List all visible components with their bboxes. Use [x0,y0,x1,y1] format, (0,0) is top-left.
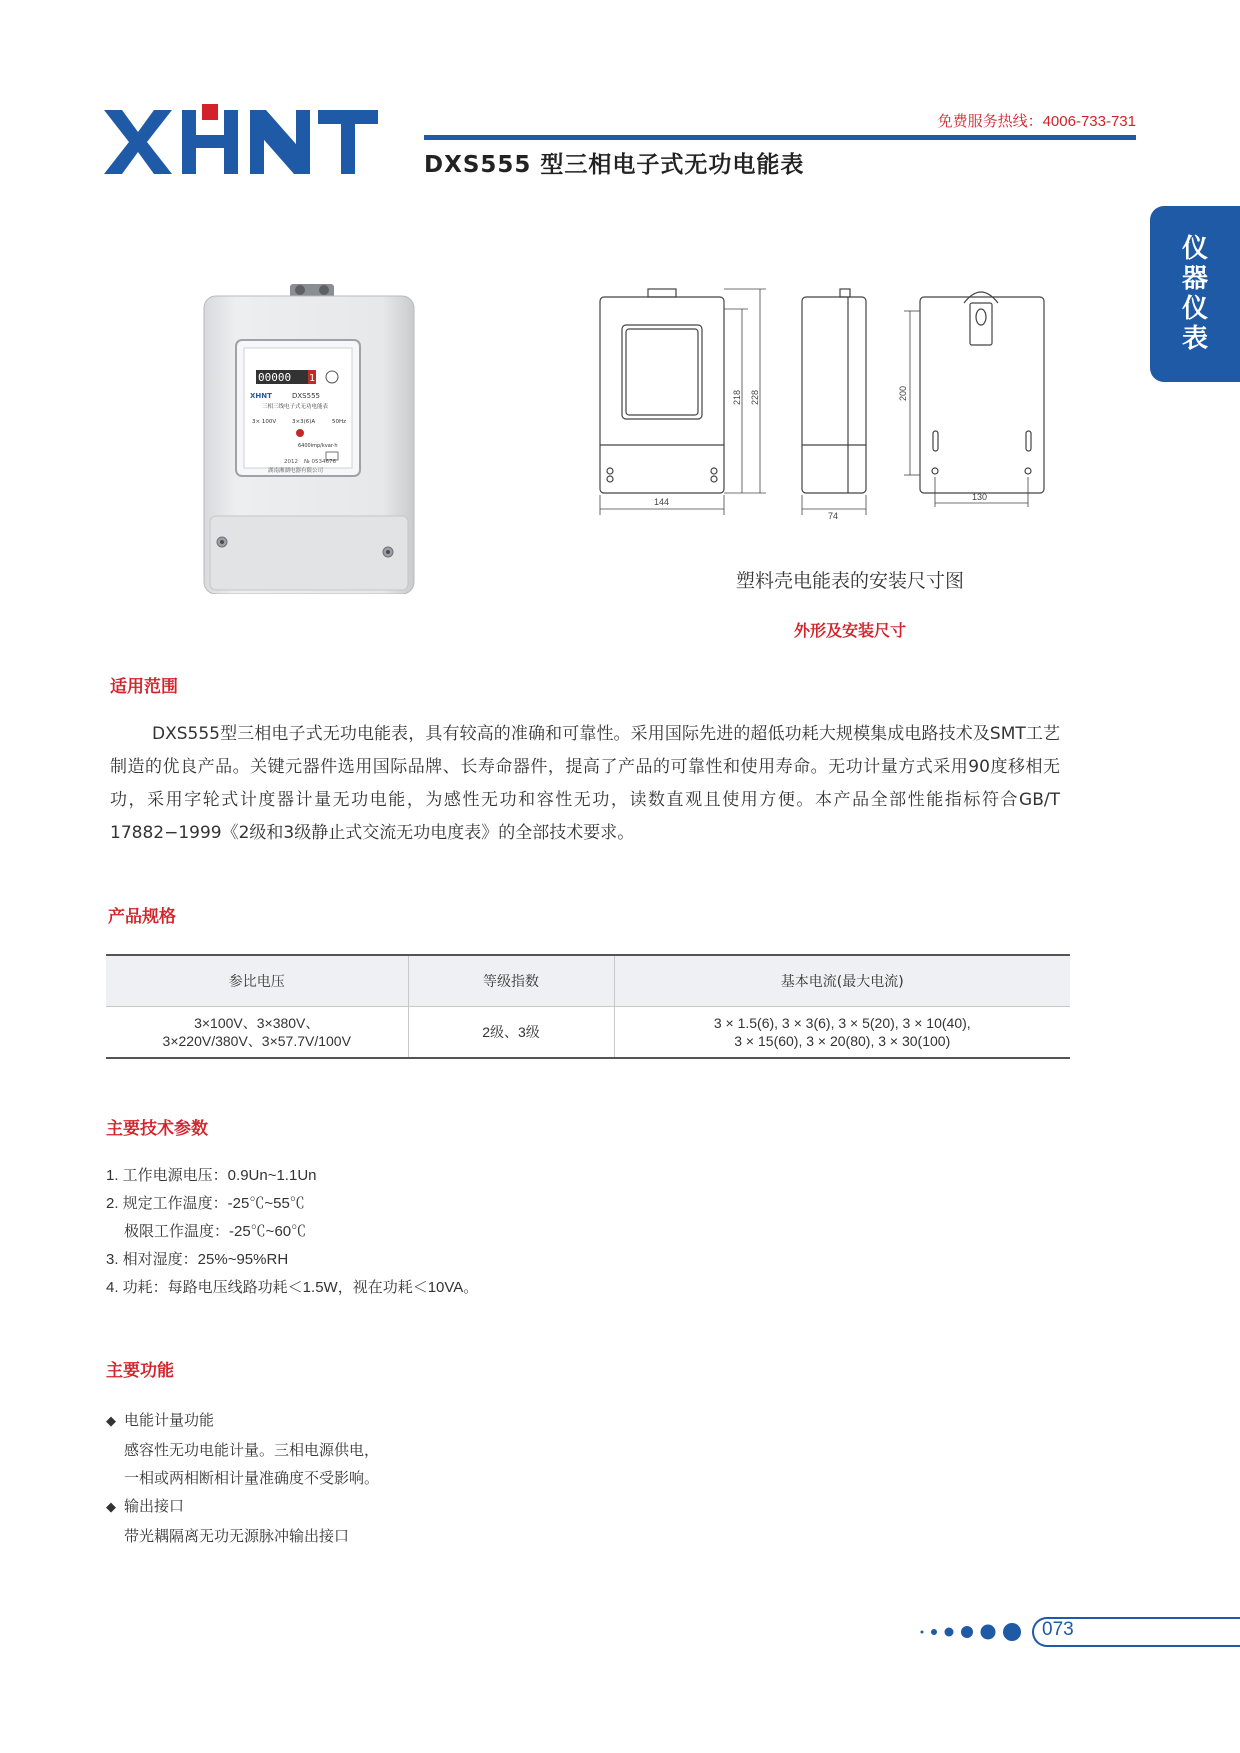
column-header: 基本电流(最大电流) [614,955,1070,1007]
dim-label-144: 144 [654,497,670,507]
photo-maker: 湖南湘湖电器有限公司 [268,468,324,474]
header-rule [424,135,1136,140]
table-row [106,1007,1070,1059]
functions-list [106,1406,379,1550]
diamond-bullet-icon: ◆ [106,1414,116,1429]
dim-label-228: 228 [750,389,760,405]
params-section-title: 主要技术参数 [106,1119,208,1139]
photo-model: DXS555 [292,392,320,400]
photo-current: 3×3(6)A [292,419,316,425]
grade-cell: 2级、3级 [408,1007,614,1059]
side-tab-char: 仪 [1181,234,1208,264]
function-detail: 带光耦隔离无功无源脉冲输出接口 [124,1527,350,1545]
voltage-line: 3×220V/380V、3×57.7V/100V [162,1033,351,1049]
dim-label-200: 200 [898,385,908,401]
functions-section-title: 主要功能 [106,1361,174,1381]
list-item: 3. 相对湿度：25%~95%RH [106,1251,289,1268]
current-line: 3 × 1.5(6), 3 × 3(6), 3 × 5(20), 3 × 10(40), [713,1015,971,1031]
dim-label-74: 74 [828,511,839,521]
brand-logo [104,104,384,176]
photo-frequency: 50Hz [332,419,347,425]
function-detail: 一相或两相断相计量准确度不受影响。 [124,1469,380,1487]
column-header: 等级指数 [408,955,614,1007]
table-header-row [106,955,1070,1007]
side-tab-char: 仪 [1181,294,1208,324]
photo-year: 2012 [284,459,298,465]
current-cell [614,1007,1070,1059]
voltage-line: 3×100V、3×380V、 [194,1015,320,1031]
voltage-cell [106,1007,408,1059]
category-side-tab [1150,206,1240,382]
photo-counter-last-digit: 1 [309,373,316,384]
photo-description: 三相三线电子式无功电能表 [262,404,329,410]
diamond-bullet-icon: ◆ [106,1500,116,1515]
photo-constant: 6400imp/kvar·h [298,443,338,449]
current-line: 3 × 15(60), 3 × 20(80), 3 × 30(100) [734,1033,951,1049]
params-list [106,1162,478,1302]
photo-voltage: 3× 100V [252,419,277,425]
list-item: 2. 规定工作温度：-25℃~55℃ [106,1195,305,1212]
dim-label-130: 130 [972,492,988,502]
list-item [106,1492,379,1522]
side-tab-char: 器 [1181,264,1208,294]
scope-paragraph: DXS555型三相电子式无功电能表，具有较高的准确和可靠性。采用国际先进的超低功耗大规模集成电路技术及SMT工艺制造的优良产品。关键元器件选用国际品牌、长寿命器件，提高了产品的可靠性和使用寿命。无功计量方式采用90度移相无功，采用字轮式计度器计量无功电能，为感性无功和容性无功，读数直观且使用方便。本产品全部性能指标符合GB/T 17882−1999《2级和3级静止式交流无功电度表》的全部技术要求。 [110,724,1060,843]
function-title: 输出接口 [124,1497,185,1515]
photo-counter-reading: 00000 [258,371,292,384]
column-header: 参比电压 [106,955,408,1007]
list-item [106,1406,379,1436]
dim-label-218: 218 [732,389,742,405]
photo-brand: XHNT [250,392,272,400]
scope-section-title: 适用范围 [110,677,178,697]
photo-serial: № 0534676 [304,459,336,465]
spec-table [106,954,1070,1059]
list-item: 1. 工作电源电压：0.9Un~1.1Un [106,1167,317,1184]
function-title: 电能计量功能 [124,1411,215,1429]
spec-section-title: 产品规格 [108,907,176,927]
side-tab-char: 表 [1181,324,1208,354]
page-title: DXS555 型三相电子式无功电能表 [424,152,805,178]
function-detail: 感容性无功电能计量。三相电源供电， [124,1441,380,1459]
list-item: 4. 功耗：每路电压线路功耗＜1.5W，视在功耗＜10VA。 [106,1279,479,1296]
drawing-caption: 塑料壳电能表的安装尺寸图 [735,570,964,592]
meter-product-photo [200,282,418,594]
installation-dimension-drawing [590,285,1060,525]
dimension-section-caption: 外形及安装尺寸 [793,621,906,640]
page-number: 073 [1042,1619,1074,1640]
scope-description [110,718,1060,850]
service-hotline: 免费服务热线：4006-733-731 [937,113,1136,130]
list-item: 极限工作温度：-25℃~60℃ [124,1223,307,1240]
